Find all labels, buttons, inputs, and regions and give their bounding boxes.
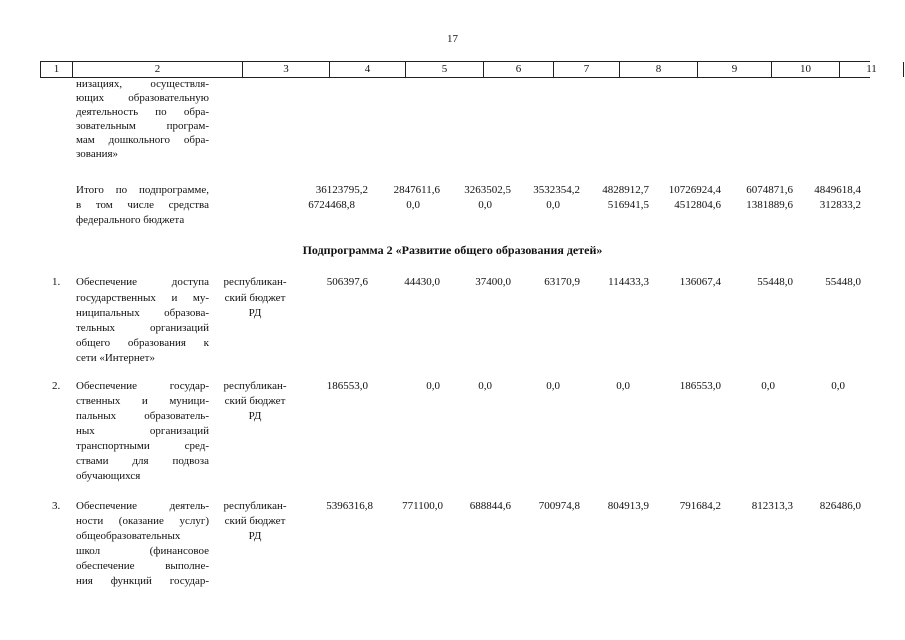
total-label: Итого по подпрограмме, [76,184,209,196]
total-value: 1381889,6 [746,199,793,211]
row-value: 55448,0 [825,276,861,288]
header-cell: 7 [553,62,619,77]
row-source-line: ский бюджет [224,395,286,407]
total-value: 516941,5 [607,199,649,211]
row-name-line: общеобразовательных [76,530,181,542]
total-value: 6074871,6 [746,184,793,196]
row-source-line: ский бюджет [224,515,286,527]
row-source-line: ский бюджет [224,292,286,304]
row-value: 0,0 [426,380,440,392]
row-value: 5396316,8 [326,500,373,512]
row-value: 688844,6 [469,500,511,512]
row-name-line: пальных образователь- [76,410,209,422]
total-value: 36123795,2 [315,184,368,196]
page-number: 17 [447,33,458,45]
row-value: 63170,9 [544,276,580,288]
header-cell: 9 [697,62,771,77]
row-source-line: республикан- [223,380,287,392]
row-name-line: обучающихся [76,470,141,482]
row-number: 3. [52,500,61,512]
row-value: 186553,0 [679,380,721,392]
row-value: 0,0 [831,380,845,392]
total-label: федерального бюджета [76,214,185,226]
total-value: 4512804,6 [674,199,721,211]
row-source-line: РД [248,307,262,319]
subprogram-title: Подпрограмма 2 «Развитие общего образования детей» [302,243,603,257]
text-line: зования» [76,148,119,160]
row-name-line: ственных и муници- [76,395,209,407]
total-value: 6724468,8 [308,199,355,211]
row-value: 55448,0 [757,276,793,288]
row-name-line: ности (оказание услуг) [76,515,209,527]
total-value: 3263502,5 [464,184,511,196]
row-value: 37400,0 [475,276,511,288]
header-cell: 8 [619,62,697,77]
text-line: ющих образовательную [76,92,209,104]
total-value: 4828912,7 [602,184,649,196]
row-value: 0,0 [616,380,630,392]
row-number: 2. [52,380,61,392]
total-value: 10726924,4 [668,184,721,196]
header-cell: 2 [72,62,242,77]
row-name-line: ниципальных образова- [76,307,209,319]
header-cell: 6 [483,62,553,77]
row-name-line: Обеспечение доступа [76,276,209,288]
text-line: мам дошкольного обра- [76,134,209,146]
row-source-line: республикан- [223,276,287,288]
row-value: 136067,4 [679,276,721,288]
total-value: 4849618,4 [814,184,861,196]
total-value: 2847611,6 [393,184,440,196]
row-source-line: республикан- [223,500,287,512]
total-value: 0,0 [406,199,420,211]
row-name-line: ния функций государ- [76,575,209,587]
header-cell: 5 [405,62,483,77]
row-name-line: ных организаций [76,425,209,437]
row-name-line: тельных организаций [76,322,209,334]
row-source-line: РД [248,410,262,422]
header-cell: 11 [839,62,904,77]
row-value: 700974,8 [538,500,580,512]
text-line: деятельность по обра- [76,106,209,118]
row-name-line: государственных и му- [76,292,209,304]
row-value: 826486,0 [819,500,861,512]
row-value: 114433,3 [608,276,649,288]
row-value: 771100,0 [402,500,443,512]
row-value: 0,0 [478,380,492,392]
row-name-line: сети «Интернет» [76,352,155,364]
row-value: 791684,2 [679,500,721,512]
total-label: в том числе средства [76,199,209,211]
total-value: 0,0 [546,199,560,211]
header-cell: 3 [242,62,329,77]
row-number: 1. [52,276,61,288]
row-value: 804913,9 [607,500,649,512]
table-header [40,61,877,78]
row-name-line: ствами для подвоза [76,455,209,467]
row-name-line: школ (финансовое [76,545,209,557]
row-name-line: Обеспечение деятель- [76,500,209,512]
row-name-line: Обеспечение государ- [76,380,209,392]
total-value: 0,0 [478,199,492,211]
total-value: 3532354,2 [533,184,580,196]
row-value: 0,0 [761,380,775,392]
row-value: 812313,3 [751,500,793,512]
row-value: 186553,0 [326,380,368,392]
row-name-line: обеспечение выполне- [76,560,209,572]
total-value: 312833,2 [819,199,861,211]
text-line: зовательным програм- [76,120,209,132]
row-source-line: РД [248,530,262,542]
row-name-line: транспортными сред- [76,440,209,452]
text-line: низациях, осуществля- [76,78,209,90]
row-value: 0,0 [546,380,560,392]
header-cell: 1 [40,62,72,77]
header-cell: 10 [771,62,839,77]
row-value: 44430,0 [404,276,440,288]
header-cell: 4 [329,62,405,77]
row-name-line: общего образования к [76,337,209,349]
row-value: 506397,6 [326,276,368,288]
